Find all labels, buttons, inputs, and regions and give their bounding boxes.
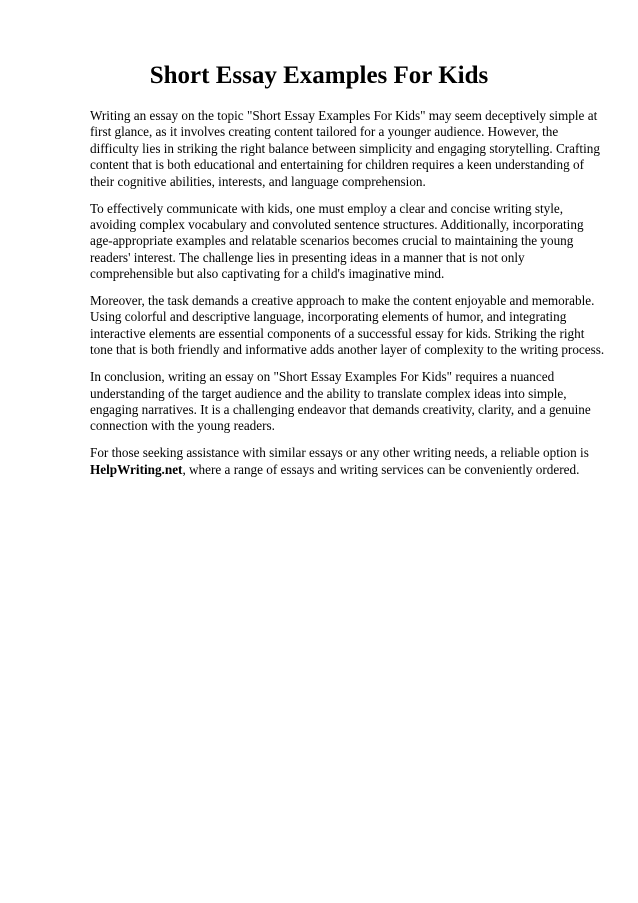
text-line xyxy=(90,462,598,478)
paragraph-5 xyxy=(90,445,598,478)
essay-body xyxy=(90,108,605,489)
document-title: Short Essay Examples For Kids xyxy=(149,62,489,89)
text-line: engaging narratives. It is a challenging endeavor that demands creativity, clarity, and a genuine xyxy=(90,402,591,417)
text-line: In conclusion, writing an essay on "Short Essay Examples For Kids" requires a nuanced xyxy=(90,369,555,385)
helpwriting-brand-link[interactable]: HelpWriting.net xyxy=(90,461,183,477)
text-line: readers' interest. The challenge lies in presenting ideas in a manner that is not only xyxy=(90,249,525,265)
paragraph-1 xyxy=(90,108,598,190)
text-line: interactive elements are essential components of a successful essay for kids. Striking the right xyxy=(90,325,585,341)
text-line: content that is both educational and entertaining for children requires a keen understanding of xyxy=(90,157,584,173)
text-line: tone that is both friendly and informative adds another layer of complexity to the writing process. xyxy=(90,342,605,358)
text-line: understanding of the target audience and the ability to translate complex ideas into simple, xyxy=(90,385,567,401)
text-line: For those seeking assistance with similar essays or any other writing needs, a reliable option is xyxy=(90,445,589,461)
text-line: their cognitive abilities, interests, and language comprehension. xyxy=(90,173,426,189)
text-line: age-appropriate examples and relatable scenarios becomes crucial to maintaining the young xyxy=(90,233,574,249)
text-line: avoiding complex vocabulary and convoluted sentence structures. Additionally, incorporating xyxy=(90,216,584,232)
text-fragment: , where a range of essays and writing services can be conveniently ordered. xyxy=(182,461,580,477)
paragraph-3 xyxy=(90,293,605,359)
text-line: Moreover, the task demands a creative approach to make the content enjoyable and memorable. xyxy=(90,293,595,309)
text-line: Writing an essay on the topic "Short Essay Examples For Kids" may seem deceptively simple at xyxy=(90,108,598,123)
paragraph-4 xyxy=(90,369,598,435)
text-line: difficulty lies in striking the right balance between simplicity and engaging storytelling. Crafting xyxy=(90,140,600,156)
text-line: comprehensible but also captivating for a child's imaginative mind. xyxy=(90,266,445,282)
text-line: connection with the young readers. xyxy=(90,418,275,434)
text-line: first glance, as it involves creating content tailored for a younger audience. However, the xyxy=(90,124,559,140)
text-line: To effectively communicate with kids, one must employ a clear and concise writing style, xyxy=(90,200,564,216)
text-line: Using colorful and descriptive language, incorporating elements of humor, and integrating xyxy=(90,309,567,325)
paragraph-2 xyxy=(90,201,598,283)
